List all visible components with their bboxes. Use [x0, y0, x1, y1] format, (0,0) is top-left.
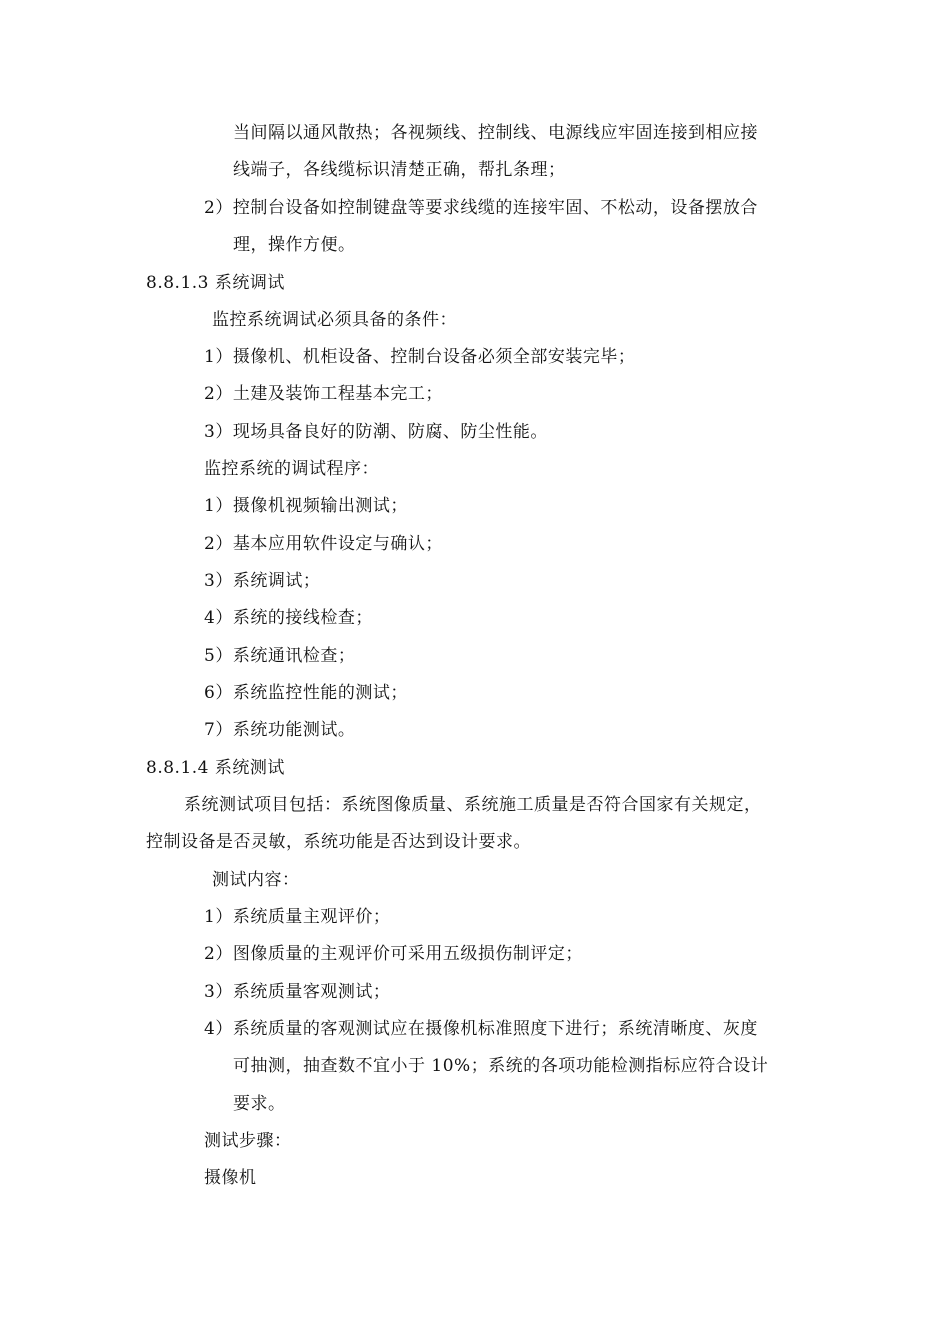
list-item: 3）系统调试；	[204, 571, 321, 591]
list-item: 1）系统质量主观评价；	[204, 907, 391, 927]
list-item: 7）系统功能测试。	[204, 720, 356, 740]
list-item: 3）现场具备良好的防潮、防腐、防尘性能。	[204, 422, 548, 442]
list-item: 3）系统质量客观测试；	[204, 982, 391, 1002]
list-item: 5）系统通讯检查；	[204, 646, 356, 666]
test-steps-title: 测试步骤：	[204, 1131, 292, 1151]
list-item: 1）摄像机视频输出测试；	[204, 496, 408, 516]
list-item: 2）基本应用软件设定与确认；	[204, 534, 443, 554]
procedure-title: 监控系统的调试程序：	[204, 459, 379, 479]
conditions-title: 监控系统调试必须具备的条件：	[212, 310, 457, 330]
test-intro-line-2: 控制设备是否灵敏，系统功能是否达到设计要求。	[146, 832, 531, 852]
test-content-title: 测试内容：	[212, 870, 300, 890]
list-item: 2）图像质量的主观评价可采用五级损伤制评定；	[204, 944, 583, 964]
list-item: 4）系统的接线检查；	[204, 608, 373, 628]
install-item-2-line-2: 理，操作方便。	[233, 235, 356, 255]
content-item-4-line-2: 可抽测，抽查数不宜小于 10%；系统的各项功能检测指标应符合设计	[233, 1056, 769, 1076]
list-item: 2）土建及装饰工程基本完工；	[204, 384, 443, 404]
section-heading-8814: 8.8.1.4 系统测试	[146, 758, 285, 778]
test-intro-line-1: 系统测试项目包括：系统图像质量、系统施工质量是否符合国家有关规定，	[184, 795, 762, 815]
test-step-camera: 摄像机	[204, 1168, 257, 1188]
list-item: 6）系统监控性能的测试；	[204, 683, 408, 703]
continuation-line-2: 线端子，各线缆标识清楚正确，帮扎条理；	[233, 160, 566, 180]
install-item-2-line-1: 2）控制台设备如控制键盘等要求线缆的连接牢固、不松动，设备摆放合	[204, 198, 758, 218]
list-item: 1）摄像机、机柜设备、控制台设备必须全部安装完毕；	[204, 347, 636, 367]
section-heading-8813: 8.8.1.3 系统调试	[146, 273, 285, 293]
content-item-4-line-3: 要求。	[233, 1094, 286, 1114]
continuation-line-1: 当间隔以通风散热；各视频线、控制线、电源线应牢固连接到相应接	[233, 123, 758, 143]
content-item-4-line-1: 4）系统质量的客观测试应在摄像机标准照度下进行；系统清晰度、灰度	[204, 1019, 758, 1039]
